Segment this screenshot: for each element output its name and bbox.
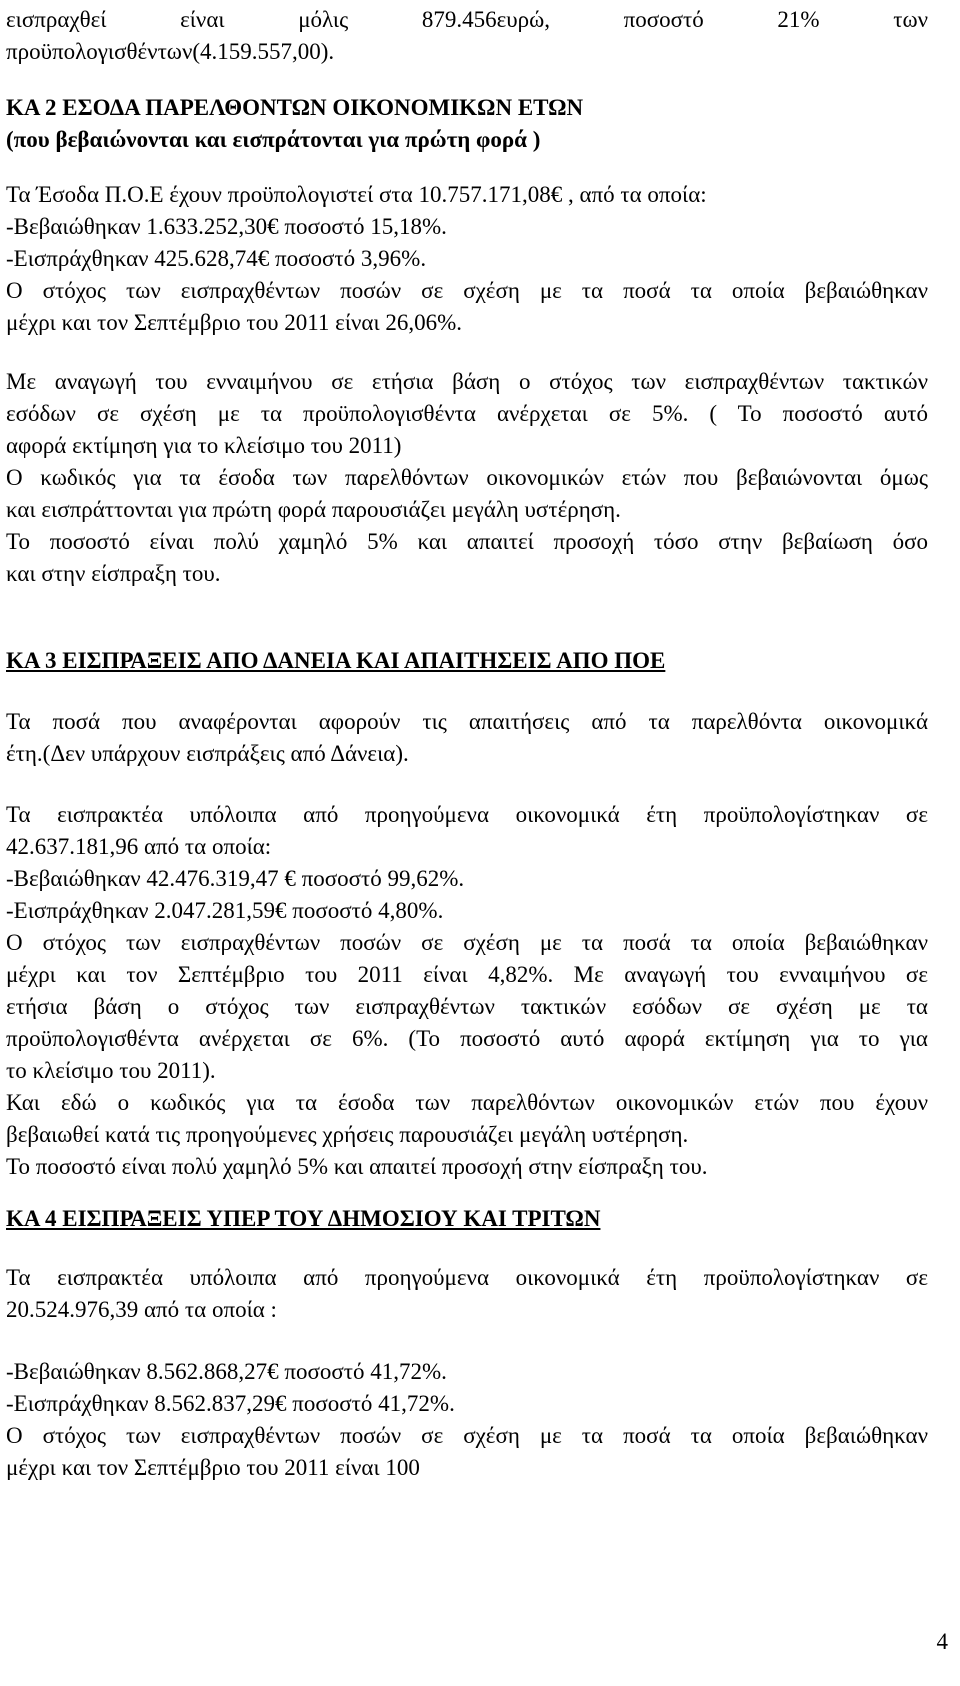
text-line: μέχρι και τον Σεπτέμβριο του 2011 είναι 26,06%. [6, 310, 463, 335]
text-line: και στην είσπραξη του. [6, 561, 221, 586]
text-line: -Βεβαιώθηκαν 1.633.252,30€ ποσοστό 15,18%. [6, 214, 447, 239]
text-line: Το ποσοστό είναι πολύ χαμηλό 5% και απαιτεί προσοχή στην είσπραξη του. [6, 1154, 708, 1179]
text-line: Το ποσοστό είναι πολύ χαμηλό 5% και απαιτεί προσοχή τόσο στην βεβαίωση όσο [6, 529, 928, 554]
text-line: εισπραχθεί είναι μόλις 879.456ευρώ, ποσοστό 21% των [6, 7, 928, 32]
section-heading-ka4: ΚΑ 4 ΕΙΣΠΡΑΞΕΙΣ ΥΠΕΡ ΤΟΥ ΔΗΜΟΣΙΟΥ ΚΑΙ ΤΡΙΤΩΝ [6, 1206, 601, 1231]
text-line: Ο στόχος των εισπραχθέντων ποσών σε σχέση με τα ποσά τα οποία βεβαιώθηκαν [6, 1423, 928, 1448]
text-line: -Εισπράχθηκαν 8.562.837,29€ ποσοστό 41,72%. [6, 1391, 455, 1416]
text-line: -Βεβαιώθηκαν 8.562.868,27€ ποσοστό 41,72%. [6, 1359, 447, 1384]
section-heading-ka2: ΚΑ 2 ΕΣΟΔΑ ΠΑΡΕΛΘΟΝΤΩΝ ΟΙΚΟΝΟΜΙΚΩΝ ΕΤΩΝ [6, 95, 584, 120]
text-line: μέχρι και τον Σεπτέμβριο του 2011 είναι 100 [6, 1455, 420, 1480]
text-line: αφορά εκτίμηση για το κλείσιμο του 2011) [6, 433, 402, 458]
page-number: 4 [936, 1629, 948, 1654]
text-line: το κλείσιμο του 2011). [6, 1058, 216, 1083]
text-line: 42.637.181,96 από τα οποία: [6, 834, 272, 859]
text-line: Και εδώ ο κωδικός για τα έσοδα των παρελθόντων οικονομικών ετών που έχουν [6, 1090, 928, 1115]
text-line: Τα Έσοδα Π.Ο.Ε έχουν προϋπολογιστεί στα 10.757.171,08€ , από τα οποία: [6, 182, 707, 207]
text-line: Τα ποσά που αναφέρονται αφορούν τις απαιτήσεις από τα παρελθόντα οικονομικά [6, 709, 928, 734]
text-line: -Εισπράχθηκαν 425.628,74€ ποσοστό 3,96%. [6, 246, 427, 271]
text-line: προϋπολογισθέντα ανέρχεται σε 6%. (Το ποσοστό αυτό αφορά εκτίμηση για το για [6, 1026, 928, 1051]
text-line: προϋπολογισθέντων(4.159.557,00). [6, 39, 335, 64]
text-line: και εισπράττονται για πρώτη φορά παρουσιάζει μεγάλη υστέρηση. [6, 497, 621, 522]
text-line: έτη.(Δεν υπάρχουν εισπράξεις από Δάνεια). [6, 741, 409, 766]
text-line: Ο στόχος των εισπραχθέντων ποσών σε σχέση με τα ποσά τα οποία βεβαιώθηκαν [6, 278, 928, 303]
text-line: ετήσια βάση ο στόχος των εισπραχθέντων τακτικών εσόδων σε σχέση με τα [6, 994, 928, 1019]
text-line: μέχρι και τον Σεπτέμβριο του 2011 είναι 4,82%. Με αναγωγή του ενναιμήνου σε [6, 962, 928, 987]
section-subheading-ka2: (που βεβαιώνονται και εισπράτονται για πρώτη φορά ) [6, 127, 541, 152]
text-line: Τα εισπρακτέα υπόλοιπα από προηγούμενα οικονομικά έτη προϋπολογίστηκαν σε [6, 802, 928, 827]
section-heading-ka3: ΚΑ 3 ΕΙΣΠΡΑΞΕΙΣ ΑΠΟ ΔΑΝΕΙΑ ΚΑΙ ΑΠΑΙΤΗΣΕΙΣ ΑΠΟ ΠΟΕ [6, 648, 666, 673]
text-line: Ο στόχος των εισπραχθέντων ποσών σε σχέση με τα ποσά τα οποία βεβαιώθηκαν [6, 930, 928, 955]
text-line: -Βεβαιώθηκαν 42.476.319,47 € ποσοστό 99,62%. [6, 866, 465, 891]
text-line: βεβαιωθεί κατά τις προηγούμενες χρήσεις παρουσιάζει μεγάλη υστέρηση. [6, 1122, 689, 1147]
text-line: 20.524.976,39 από τα οποία : [6, 1297, 277, 1322]
text-line: Ο κωδικός για τα έσοδα των παρελθόντων οικονομικών ετών που βεβαιώνονται όμως [6, 465, 928, 490]
text-line: εσόδων σε σχέση με τα προϋπολογισθέντα ανέρχεται σε 5%. ( Το ποσοστό αυτό [6, 401, 928, 426]
text-line: Τα εισπρακτέα υπόλοιπα από προηγούμενα οικονομικά έτη προϋπολογίστηκαν σε [6, 1265, 928, 1290]
text-line: -Εισπράχθηκαν 2.047.281,59€ ποσοστό 4,80%. [6, 898, 444, 923]
text-line: Με αναγωγή του ενναιμήνου σε ετήσια βάση ο στόχος των εισπραχθέντων τακτικών [6, 369, 928, 394]
